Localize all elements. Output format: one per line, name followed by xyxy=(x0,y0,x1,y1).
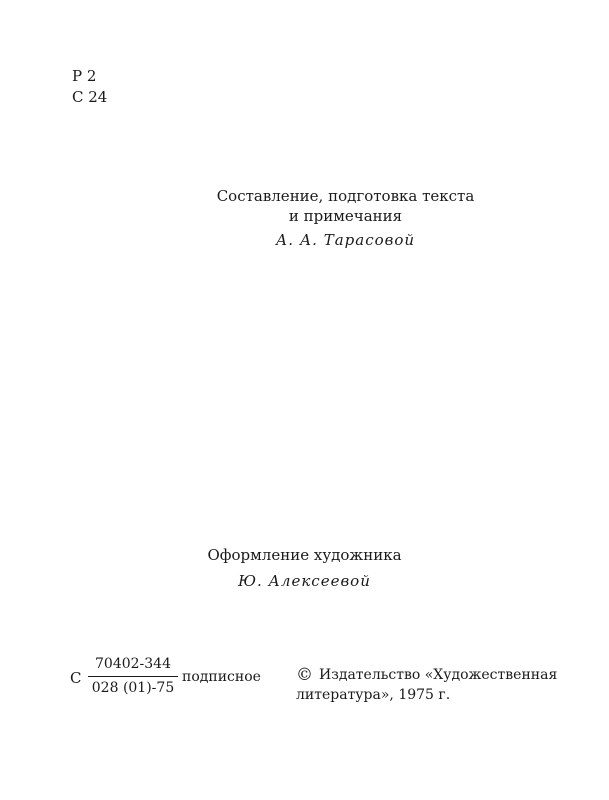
compiler-credit xyxy=(0,186,609,250)
classification-line-2: С 24 xyxy=(72,88,108,106)
design-credit xyxy=(0,545,609,591)
classification-line-1: Р 2 xyxy=(72,67,97,85)
copyright-line-2: литература», 1975 г. xyxy=(296,687,451,703)
index-numerator: 70402-344 xyxy=(88,656,178,677)
designer-name: Ю. Алексеевой xyxy=(238,572,371,590)
index-letter: С xyxy=(70,669,82,687)
compiler-name: А. А. Тарасовой xyxy=(275,231,416,249)
copyright-notice xyxy=(296,665,556,705)
index-fraction xyxy=(88,656,178,697)
compiler-credit-line-2: и примечания xyxy=(288,207,403,225)
compiler-credit-line-1: Составление, подготовка текста xyxy=(216,187,475,205)
library-classification xyxy=(72,66,107,108)
copyright-icon: © xyxy=(296,665,313,685)
subscription-label: подписное xyxy=(182,669,261,685)
copyright-line-1: Издательство «Художественная xyxy=(319,667,558,683)
design-credit-line: Оформление художника xyxy=(207,546,402,564)
index-denominator: 028 (01)-75 xyxy=(91,680,175,696)
